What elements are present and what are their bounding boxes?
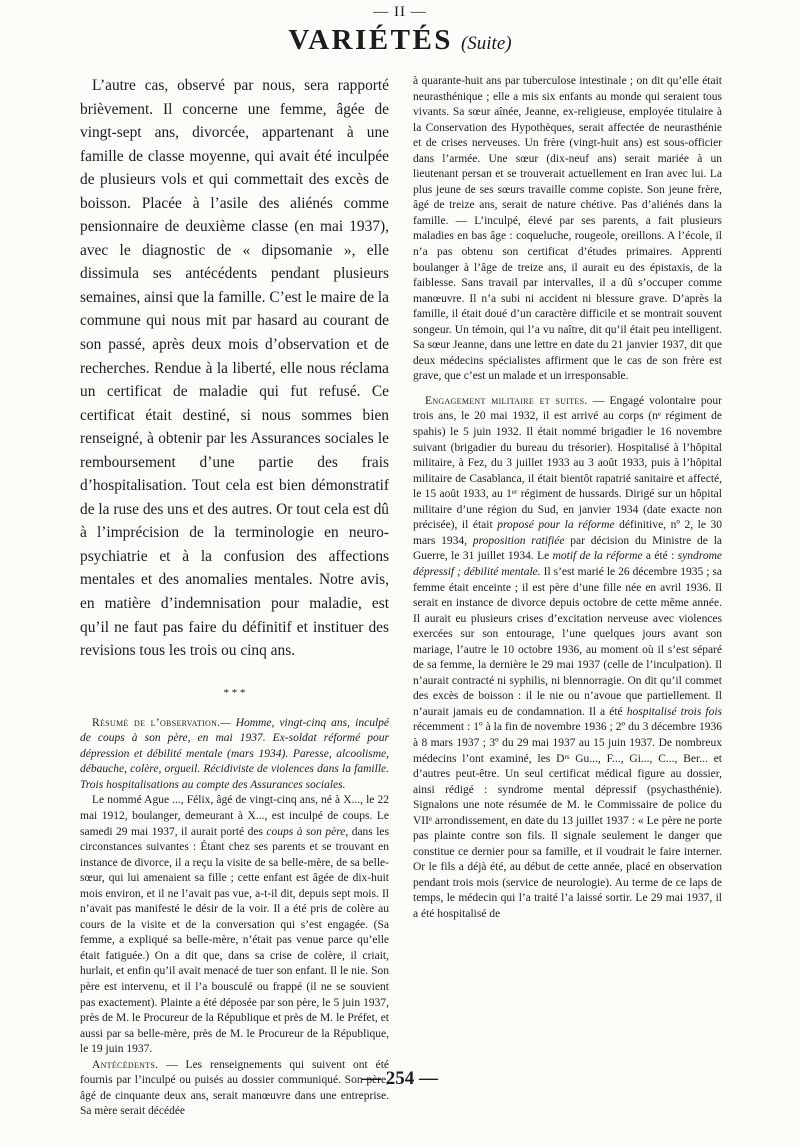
engagement-italic-2: proposition ratifiée (472, 534, 565, 547)
section-subtitle: (Suite) (460, 33, 512, 54)
summary-text: — Homme, vingt-cinq ans, inculpé de coups à son père, en mai 1937. Ex-soldat réformé pour dépression et débilité mentale (mars 1934). Paresse, alcoolisme, débauche, colère, orgueil. Récidiviste de violences dans la famille. Trois hospitalisations au compte des Assurances sociales. (80, 716, 389, 791)
summary-label: Résumé de l’observation. (92, 716, 221, 729)
engagement-text-6: récemment : 1º à la fin de novembre 1936 ; 2º du 3 décembre 1936 à 8 mars 1937 ; 3º du 29 mai 1937 au 15 juin 1937. De nombreux médecins l’ont examiné, les Dʳˢ Gu..., F..., Gi..., C..., Ber... et d’autres peut-être. Un seul certificat médical figure au dossier, ainsi rédigé : syndrome mental dépressif (psychasthénie). Signalons une note résumée de M. le Commissaire de police du VIIᵉ arrondissement, en date du 13 juillet 1937 : « Le père ne porte pas plainte contre son fils. Il signale seulement le danger que constitue ce dernier pour sa famille, et il voudrait le faire interner. Or le fils a déjà été, au début de cette année, placé en observation pendant trois mois (service de neurologie). Au terme de ce laps de temps, le médecin qui l’a traité l’a laissé sortir. Le 29 mai 1937, il a été hospitalisé de (413, 721, 722, 920)
section-title: VARIÉTÉS (288, 24, 453, 56)
engagement-text-2: définitive, nº 2, le 30 mars 1934, (413, 519, 722, 547)
engagement-text-1: — Engagé volontaire pour trois ans, le 20 mai 1932, il est arrivé au corps (nᵉ régiment de spahis) le 5 juin 1932. Il était nommé brigadier le 16 novembre suivant (brigadier du bureau du trésorier). Hospitalisé à l’hôpital militaire, à Fez, du 3 juillet 1933 au 3 août 1933, puis à l’hôpital militaire de Casablanca, il était bientôt rapatrié sanitaire et affecté, le 15 août 1933, au 1ᵉʳ régiment de hussards. Dirigé sur un hôpital militaire d’une région du Sud, en janvier 1934 (date exacte non précisée), il était (413, 394, 722, 532)
observation-summary (80, 716, 389, 794)
case-text-a: Le nommé Ague ..., Félix, âgé de vingt-cinq ans, né à X..., le 22 mai 1912, boulanger, demeurant à X..., est inculpé de coups. Le samedi 29 mai 1937, il aurait porté des (80, 794, 389, 838)
engagement-italic-1: proposé pour la réforme (497, 519, 615, 532)
footer-page-number: — 254 — (362, 1068, 438, 1089)
intro-block (80, 74, 389, 663)
case-text-b: , dans les circonstances suivantes : Étant chez ses parents et se trouvant en instance de divorce, il a reçu la visite de sa belle-mère, de sa belle-sœur, qui lui amenaient sa fille ; cette enfant est âgée de dix-huit mois environ, et il ne l’avait pas vue, a-t-il dit, depuis sept mois. Il n’avait pas manifesté le désir de la voir. Il a été pris de colère au cours de la visite et de la conversation qui s’est engagée. (Sa femme, a expliqué sa belle-mère, n’était pas venue parce qu’elle était fatiguée.) On a dit que, dans sa crise de colère, il criait, hurlait, et enfin qu’il avait menacé de tuer son enfant. Il le nie. Son père est intervenu, et il l’a bousculé ou frappé (il ne se souvient pas exactement). Plainte a été déposée par son père, le 5 juin 1937, près de M. le Procureur de la République et près de M. le Préfet, et aussi par sa belle-mère, près de M. le Procureur de la République, le 19 juin 1937. (80, 825, 390, 1056)
engagement-label: Engagement militaire et suites. (425, 394, 588, 407)
engagement-text-4: a été : (642, 550, 678, 563)
case-block (80, 716, 389, 1120)
asterism-separator: * * * (223, 686, 246, 699)
case-paragraph (80, 793, 389, 1057)
engagement-italic-3: motif de la réforme (552, 550, 643, 563)
paragraph-gap (413, 385, 722, 394)
family-paragraph: à quarante-huit ans par tuberculose intestinale ; on dit qu’elle était neurasthénique ; elle a mis six enfants au monde qui seraient tous vivants. Sa sœur aînée, Jeanne, ex-religieuse, employée titulaire à la Conservation des Hypothèques, serait affectée de neurasthénie et de crises nerveuses. Un frère (vingt-huit ans) est sous-officier dans l’armée. Une sœur (dix-neuf ans) serait mariée à un lieutenant persan et se trouverait actuellement en Iran avec lui. La plus jeune de ses sœurs travaille comme copiste. Son jeune frère, âgé de treize ans, serait de nature chétive. Pas d’aliénés dans la famille. — L’inculpé, élevé par ses parents, a fait plusieurs maladies en bas âge : coqueluche, rougeole, oreillons. A l’école, il n’a pas obtenu son certificat d’études primaires. Apprenti boulanger à l’âge de treize ans, il aurait eu des épistaxis, de la faiblesse. Sans travail par intervalles, il a dû s’occuper comme manœuvre. Il n’a subi ni accident ni blessure grave. D’après la famille, il était doué d’un caractère difficile et se montrait souvent songeur. Un témoin, qui l’a vu naître, dit qu’il était peu intelligent. Sa sœur Jeanne, dans une lettre en date du 21 janvier 1937, dit que deux médecins spécialistes affirment que le cas de son frère est grave, que c’est un malade et un irresponsable. (413, 75, 722, 383)
section-heading (0, 22, 800, 63)
engagement-italic-5: hospitalisé trois fois (626, 705, 722, 718)
intro-paragraph: L’autre cas, observé par nous, sera rapporté brièvement. Il concerne une femme, âgée de vingt-sept ans, divorcée, appartenant à une famille de classe moyenne, qui avait été inculpée de plusieurs vols et qui commettait des excès de boisson. Placée à l’asile des aliénés comme pensionnaire de deuxième classe (en mai 1937), avec le diagnostic de « dipsomanie », elle dissimula ses antécédents pendant plusieurs semaines, ainsi que la famille. C’est le maire de la commune qui nous mit par hasard au courant de son passé, après deux mois d’observation et de recherches. Rendue à la liberté, elle nous réclama un certificat de maladie qui fut refusé. Ce certificat était destiné, si nous sommes bien renseigné, à obtenir par les Assurances sociales le remboursement d’une partie des frais d’hospitalisation. Tout cela est bien démonstratif de la ruse des uns et des autres. Or tout cela est dû à l’imprécision de la terminologie en neuro-psychiatrie et à la confusion des affections mentales et des anomalies mentales. Notre avis, en matière d’indemnisation pour maladie, est qu’il ne faut pas faire du définitif et instituer des revisions tous les trois ou cinq ans. (80, 77, 390, 660)
case-italic: coups à son père (266, 825, 346, 838)
left-column (80, 74, 389, 1120)
antecedents-text: — Les renseignements qui suivent ont été fournis par l’inculpé ou puisés au dossier communiqué. Son père, âgé de cinquante deux ans, serait manœuvre dans une entreprise. Sa mère serait décédée (80, 1058, 389, 1118)
engagement-paragraph (413, 394, 722, 923)
antecedents-label: Antécédents. (92, 1058, 159, 1071)
engagement-italic-4: syndrome dépressif ; débilité mentale. (413, 550, 722, 578)
engagement-text-5: Il s’est marié le 26 décembre 1935 ; sa femme était enceinte ; il est père d’une fille née en avril 1936. Il serait en instance de divorce depuis octobre de cette même année. Il aurait eu plusieurs crises d’excitation nerveuse avec violences exercées sur son entourage, l’une quelques jours avant son mariage, l’autre le 10 octobre 1936, au moment où il s’est séparé de sa femme, la dernière le 29 mai 1937 (celle de l’inculpation). Il n’aurait contracté ni syphilis, ni blennorragie. On dit qu’il commet des excès de boisson : il le nie ou n’avoue que partiellement. Il n’aurait jamais eu de condamnation. Il a été (413, 565, 722, 718)
engagement-text-3: par décision du Ministre de la Guerre, le 31 juillet 1934. Le (413, 534, 722, 563)
right-column (413, 74, 722, 923)
running-page-number: — II — (373, 4, 427, 20)
